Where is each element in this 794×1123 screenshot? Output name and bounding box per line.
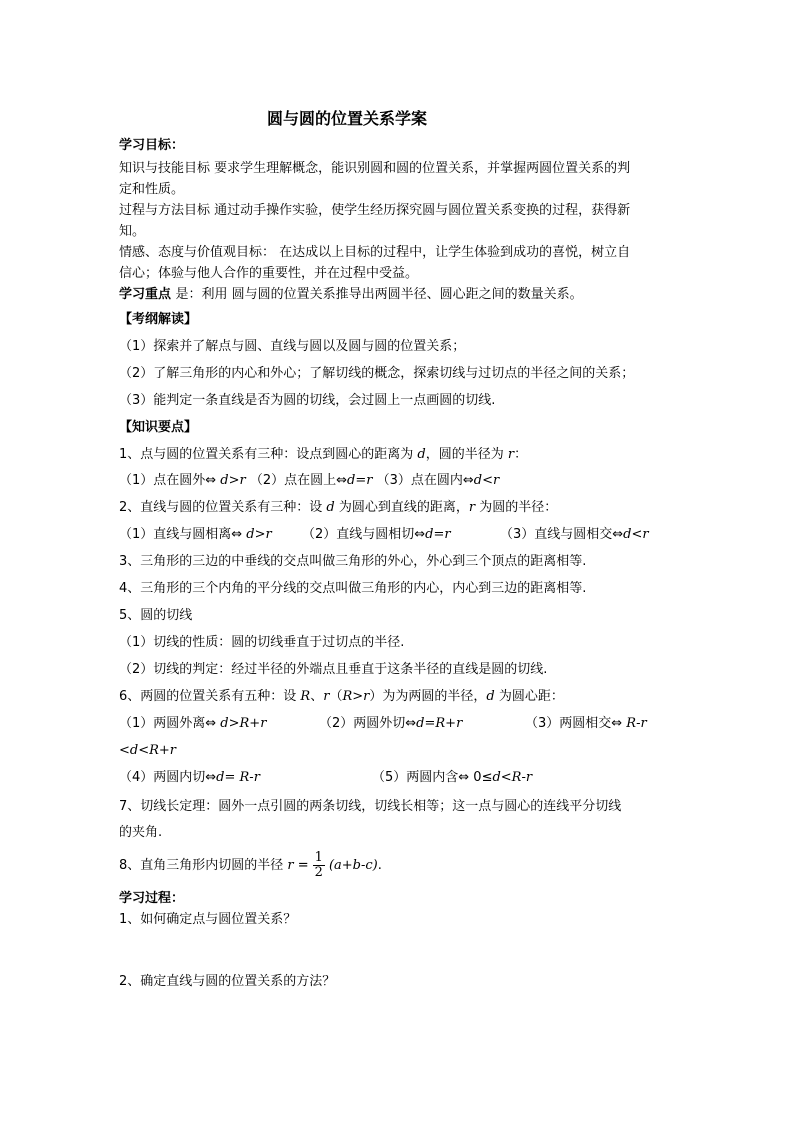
var-r: r: [507, 447, 515, 462]
case-math: d=r: [347, 473, 373, 488]
case-math: d<r: [473, 473, 500, 488]
point-5-1: （1）切线的性质：圆的切线垂直于过切点的半径.: [119, 635, 405, 650]
syllabus-item: （1）探索并了解点与圆、直线与圆以及圆与圆的位置关系；: [119, 339, 466, 354]
point-2-text: 为圆心到直线的距离，: [334, 500, 469, 515]
key-point-line: [119, 286, 583, 303]
point-1-text: ：: [514, 447, 528, 462]
case-label: （2）直线与圆相切⇔: [302, 527, 426, 542]
key-point-label: 学习重点: [119, 287, 176, 302]
objective-emotion-line1: 情感、态度与价值观目标： 在达成以上目标的过程中，让学生体验到成功的喜悦，树立自: [119, 245, 631, 260]
var-r: r: [468, 500, 476, 515]
case-1: [119, 715, 319, 732]
case-label: （3）两圆相交⇔: [525, 716, 623, 731]
process-heading: 学习过程：: [119, 891, 185, 906]
case-label: （1）两圆外离⇔: [119, 716, 217, 731]
case-2: [319, 715, 525, 732]
var-r: r: [323, 689, 330, 704]
point-6-text: （: [329, 689, 343, 704]
page-title: 圆与圆的位置关系学案: [267, 109, 428, 128]
point-5: 5、圆的切线: [119, 608, 193, 623]
point-4: 4、三角形的三个内角的平分线的交点叫做三角形的内心，内心到三边的距离相等.: [119, 581, 587, 596]
point-2-cases: [119, 526, 649, 543]
formula-expression: (a+b-c): [328, 858, 378, 873]
case-math: d<r: [623, 527, 649, 542]
point-6-cases-row1: [119, 715, 647, 732]
case-label: （1）点在圆外⇔: [119, 473, 217, 488]
case-math: d>r: [216, 473, 246, 488]
case-3: [525, 715, 647, 732]
case-4: [119, 769, 372, 786]
objective-process-line1: 过程与方法目标 通过动手操作实验，使学生经历探究圆与圆位置关系变换的过程，获得新: [119, 203, 631, 218]
point-6-text: ）为为两圆的半径，: [369, 689, 487, 704]
var-R: R: [300, 689, 311, 704]
case-math: d<R-r: [492, 770, 533, 785]
objective-knowledge-line1: 知识与技能目标 要求学生理解概念，能识别圆和圆的位置关系，并掌握两圆位置关系的判: [119, 161, 631, 176]
fraction-one-half: [313, 851, 325, 880]
case-label: （3）点在圆内⇔: [372, 473, 474, 488]
point-6-cases-row2: [119, 769, 532, 786]
case-math: d=r: [425, 527, 451, 542]
equals-sign: =: [293, 858, 309, 873]
point-6-case3-continuation: <d<R+r: [119, 743, 177, 758]
objective-process-line2: 知。: [119, 224, 146, 239]
point-1: [119, 446, 527, 463]
points-heading: 【知识要点】: [119, 420, 198, 435]
syllabus-item: （2）了解三角形的内心和外心；了解切线的概念，探索切线与过切点的半径之间的关系；: [119, 366, 635, 381]
point-3: 3、三角形的三边的中垂线的交点叫做三角形的外心，外心到三个顶点的距离相等.: [119, 554, 587, 569]
point-2: [119, 499, 557, 516]
var-d: d: [326, 500, 335, 515]
point-6-text: 为圆心距：: [494, 689, 564, 704]
objective-knowledge-line2: 定和性质。: [119, 182, 185, 197]
point-1-text: 1、点与圆的位置关系有三种：设点到圆心的距离为: [119, 447, 418, 462]
syllabus-heading: 【考纲解读】: [119, 312, 198, 327]
case-2: [302, 526, 500, 543]
point-1-cases: [119, 472, 499, 489]
case-math: d>r: [242, 527, 272, 542]
point-5-2: （2）切线的判定：经过半径的外端点且垂直于这条半径的直线是圆的切线.: [119, 662, 548, 677]
case-math: d>R+r: [216, 716, 267, 731]
case-3: [500, 526, 649, 543]
var-d: d: [417, 447, 426, 462]
case-label: （2）两圆外切⇔: [319, 716, 417, 731]
case-5: [372, 769, 532, 786]
point-8-text: .: [377, 858, 382, 873]
objective-emotion-line2: 信心；体验与他人合作的重要性，并在过程中受益。: [119, 266, 419, 281]
point-6: [119, 688, 564, 705]
point-2-text: 2、直线与圆的位置关系有三种：设: [119, 500, 327, 515]
point-1-text: ，圆的半径为: [425, 447, 508, 462]
point-8-text: 8、直角三角形内切圆的半径: [119, 858, 284, 873]
point-8: [119, 848, 382, 884]
point-6-text: 、: [310, 689, 324, 704]
fraction-denominator: 2: [314, 865, 323, 880]
process-question-2: 2、确定直线与圆的位置关系的方法？: [119, 974, 336, 989]
case-label: （2）点在圆上⇔: [245, 473, 348, 488]
case-math: R-r: [622, 716, 647, 731]
objectives-heading: 学习目标：: [119, 138, 185, 153]
point-6-text: 6、两圆的位置关系有五种：设: [119, 689, 301, 704]
process-question-1: 1、如何确定点与圆位置关系？: [119, 912, 297, 927]
case-label: （1）直线与圆相离⇔: [119, 527, 243, 542]
case-label: （3）直线与圆相交⇔: [500, 527, 624, 542]
key-point-text: 是：利用 圆与圆的位置关系推导出两圆半径、圆心距之间的数量关系。: [175, 287, 583, 302]
case-label: （5）两圆内含⇔ 0≤: [372, 770, 493, 785]
var-r: r: [283, 858, 294, 873]
condition-R-gt-r: R>r: [342, 689, 370, 704]
case-math: d= R-r: [216, 770, 260, 785]
syllabus-item: （3）能判定一条直线是否为圆的切线，会过圆上一点画圆的切线.: [119, 393, 496, 408]
point-7-line1: 7、切线长定理：圆外一点引圆的两条切线，切线长相等；这一点与圆心的连线平分切线: [119, 799, 622, 814]
case-1: [119, 526, 302, 543]
point-2-text: 为圆的半径：: [475, 500, 558, 515]
fraction-numerator: 1: [314, 850, 323, 865]
case-math: d=R+r: [416, 716, 463, 731]
case-label: （4）两圆内切⇔: [119, 770, 217, 785]
var-d: d: [486, 689, 495, 704]
point-7-line2: 的夹角.: [119, 825, 163, 840]
